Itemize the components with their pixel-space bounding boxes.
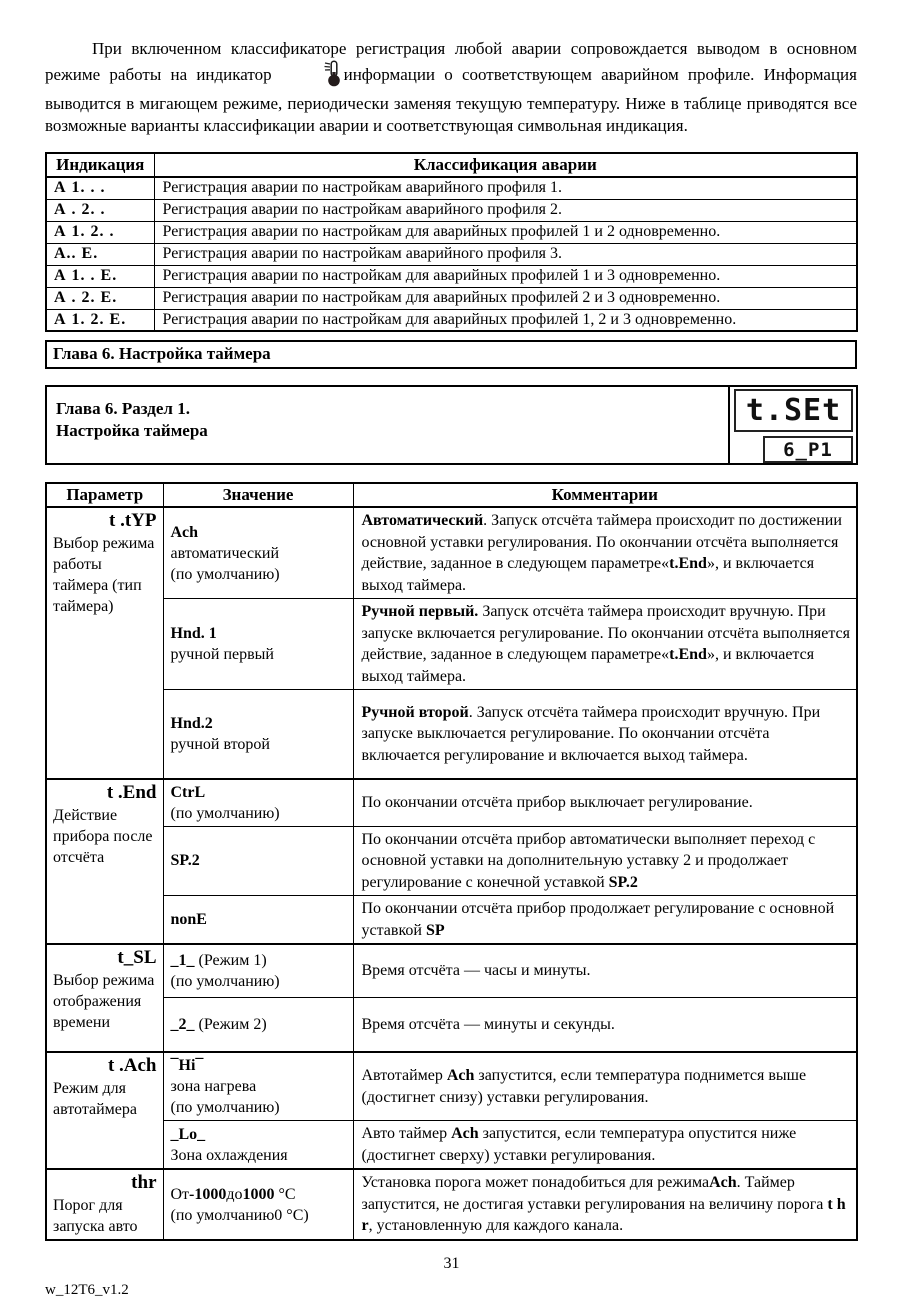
value-label: автоматический xyxy=(170,544,280,562)
value-name: _2_ (Режим 2) xyxy=(170,1015,267,1033)
thermometer-icon xyxy=(276,60,340,93)
comment-cell: Время отсчёта — минуты и секунды. xyxy=(353,997,857,1052)
value-cell xyxy=(163,1169,353,1240)
comment-cell: По окончании отсчёта прибор выключает регулирование. xyxy=(353,779,857,827)
value-default: (по умолчанию) xyxy=(170,972,280,990)
param-description: Режим для автотаймера xyxy=(53,1080,138,1118)
value-cell xyxy=(163,507,353,599)
table-row xyxy=(46,199,857,221)
value-cell xyxy=(163,779,353,827)
table-row xyxy=(46,1052,857,1121)
value-cell xyxy=(163,690,353,779)
alarm-description: Регистрация аварии по настройкам аварийного профиля 1. xyxy=(154,177,857,199)
param-cell xyxy=(46,779,163,945)
comment-cell: Установка порога может понадобиться для режимаAch. Таймер запустится, не достигая уставки регулирования на величину порога t h r, установленную для каждого канала. xyxy=(353,1169,857,1240)
comment-cell: Автотаймер Ach запустится, если температура поднимется выше (достигнет снизу) уставки регулирования. xyxy=(353,1052,857,1121)
intro-paragraph xyxy=(45,38,857,137)
param-description: Выбор режима работы таймера (тип таймера) xyxy=(53,535,155,615)
table-row xyxy=(46,599,857,690)
param-description: Выбор режима отображения времени xyxy=(53,972,155,1031)
table-row xyxy=(46,507,857,599)
table-row xyxy=(46,287,857,309)
value-name: Hnd. 1 xyxy=(170,625,217,642)
alarm-indication: А 1. . . xyxy=(46,177,154,199)
alarm-col-header-indication: Индикация xyxy=(46,153,154,177)
alarm-description: Регистрация аварии по настройкам для аварийных профилей 1, 2 и 3 одновременно. xyxy=(154,309,857,331)
comment-cell: Время отсчёта — часы и минуты. xyxy=(353,944,857,997)
table-row xyxy=(46,690,857,779)
param-cell xyxy=(46,944,163,1052)
params-col-header-parameter: Параметр xyxy=(46,483,163,507)
timer-parameters-table xyxy=(45,482,858,1241)
table-row xyxy=(46,221,857,243)
section-box xyxy=(45,385,858,465)
param-cell xyxy=(46,1052,163,1169)
param-description: Действие прибора после отсчёта xyxy=(53,806,153,866)
param-name: t .End xyxy=(106,781,157,803)
alarm-indication: А . 2. . xyxy=(46,199,154,221)
table-row xyxy=(46,779,857,827)
value-default: (по умолчанию0 °С) xyxy=(170,1206,309,1224)
alarm-description: Регистрация аварии по настройкам аварийного профиля 3. xyxy=(154,243,857,265)
table-row xyxy=(46,309,857,331)
value-cell xyxy=(163,896,353,945)
value-cell xyxy=(163,599,353,690)
chapter-heading xyxy=(45,340,857,369)
value-default: (по умолчанию) xyxy=(170,1099,280,1116)
table-row xyxy=(46,1169,857,1240)
alarm-description: Регистрация аварии по настройкам для аварийных профилей 1 и 3 одновременно. xyxy=(154,265,857,287)
document-version: w_12T6_v1.2 xyxy=(45,1282,129,1298)
table-row xyxy=(46,177,857,199)
param-cell xyxy=(46,1169,163,1240)
value-label: зона нагрева xyxy=(170,1078,257,1095)
value-cell xyxy=(163,944,353,997)
alarm-description: Регистрация аварии по настройкам для аварийных профилей 1 и 2 одновременно. xyxy=(154,221,857,243)
value-label: Зона охлаждения xyxy=(170,1146,288,1164)
alarm-description: Регистрация аварии по настройкам аварийного профиля 2. xyxy=(154,199,857,221)
intro-text-after-icon: информации о соответствующем аварийном профиле. Информация выводится в мигающем режиме, периодически заменяя текущую температуру. Ниже в таблице приводятся все возможные варианты классификации аварии и соответствующая символьная индикация. xyxy=(45,65,857,135)
page-number: 31 xyxy=(443,1255,460,1272)
value-name: _1_ (Режим 1) xyxy=(170,951,267,969)
table-row xyxy=(46,896,857,945)
comment-cell: Авто таймер Ach запустится, если температура опустится ниже (достигнет сверху) уставки регулирования. xyxy=(353,1121,857,1170)
value-name: nonE xyxy=(170,911,207,928)
alarm-col-header-classification: Классификация аварии xyxy=(154,153,857,177)
alarm-description: Регистрация аварии по настройкам для аварийных профилей 2 и 3 одновременно. xyxy=(154,287,857,309)
alarm-indication: А . 2. Е. xyxy=(46,287,154,309)
value-cell xyxy=(163,1121,353,1170)
chapter-heading-text: Глава 6. Настройка таймера xyxy=(53,344,271,363)
alarm-classification-table xyxy=(45,152,858,332)
value-label: ручной первый xyxy=(170,646,274,663)
lcd-main-display: t.SEt xyxy=(734,389,853,432)
param-name: t .tYP xyxy=(109,510,157,531)
comment-cell: По окончании отсчёта прибор продолжает регулирование с основной уставкой SP xyxy=(353,896,857,945)
value-name: Ach xyxy=(170,523,199,541)
section-title xyxy=(47,387,728,463)
value-default: (по умолчанию) xyxy=(170,804,280,822)
value-name: CtrL xyxy=(170,783,206,801)
param-name: t .Ach xyxy=(107,1055,157,1076)
table-row xyxy=(46,1121,857,1170)
section-title-line2: Настройка таймера xyxy=(56,421,208,440)
value-cell xyxy=(163,1052,353,1121)
value-cell xyxy=(163,826,353,896)
params-col-header-value: Значение xyxy=(163,483,353,507)
params-header-row xyxy=(46,483,857,507)
table-row xyxy=(46,826,857,896)
intro-text-before-icon: При включенном классификаторе регистрация любой аварии сопровождается выводом в основном режиме работы на индикатор xyxy=(45,39,857,84)
params-col-header-comments: Комментарии xyxy=(353,483,857,507)
alarm-header-row xyxy=(46,153,857,177)
param-cell xyxy=(46,507,163,779)
comment-cell: Ручной второй. Запуск отсчёта таймера происходит вручную. При запуске выключается регулирование. По окончании отсчёта включается регулирование и включается выход таймера. xyxy=(353,690,857,779)
section-title-line1: Глава 6. Раздел 1. xyxy=(56,399,190,418)
table-row xyxy=(46,265,857,287)
comment-cell: Автоматический. Запуск отсчёта таймера происходит по достижении основной уставки регулирования. По окончании отсчёта выполняется действие, заданное в следующем параметре«t.End», и включается выход таймера. xyxy=(353,507,857,599)
value-name: SP.2 xyxy=(170,852,200,870)
param-description: Порог для запуска авто xyxy=(53,1197,138,1235)
table-row xyxy=(46,944,857,997)
lcd-sub-display: 6_P1 xyxy=(763,436,853,463)
value-label: ручной второй xyxy=(170,735,270,753)
lcd-display-panel xyxy=(728,387,856,463)
value-name: Hnd.2 xyxy=(170,714,213,732)
comment-cell: По окончании отсчёта прибор автоматически выполняет переход с основной уставки на дополнительную уставку 2 и продолжает регулирование с конечной уставкой SP.2 xyxy=(353,826,857,896)
value-range: От-1000до1000 °С xyxy=(170,1185,296,1203)
comment-cell: Ручной первый. Запуск отсчёта таймера происходит вручную. При запуске включается регулирование. По окончании отсчёта выполняется действие, заданное в следующем параметре«t.End», и включается выход таймера. xyxy=(353,599,857,690)
value-name: ¯Hi¯ xyxy=(170,1057,204,1074)
alarm-indication: А 1. . Е. xyxy=(46,265,154,287)
value-name: _Lo_ xyxy=(170,1125,206,1143)
table-row xyxy=(46,243,857,265)
param-name: thr xyxy=(131,1172,157,1193)
param-name: t_SL xyxy=(117,947,157,968)
alarm-indication: А 1. 2. Е. xyxy=(46,309,154,331)
alarm-indication: А.. Е. xyxy=(46,243,154,265)
alarm-indication: А 1. 2. . xyxy=(46,221,154,243)
value-cell xyxy=(163,997,353,1052)
value-default: (по умолчанию) xyxy=(170,565,280,583)
table-row xyxy=(46,997,857,1052)
